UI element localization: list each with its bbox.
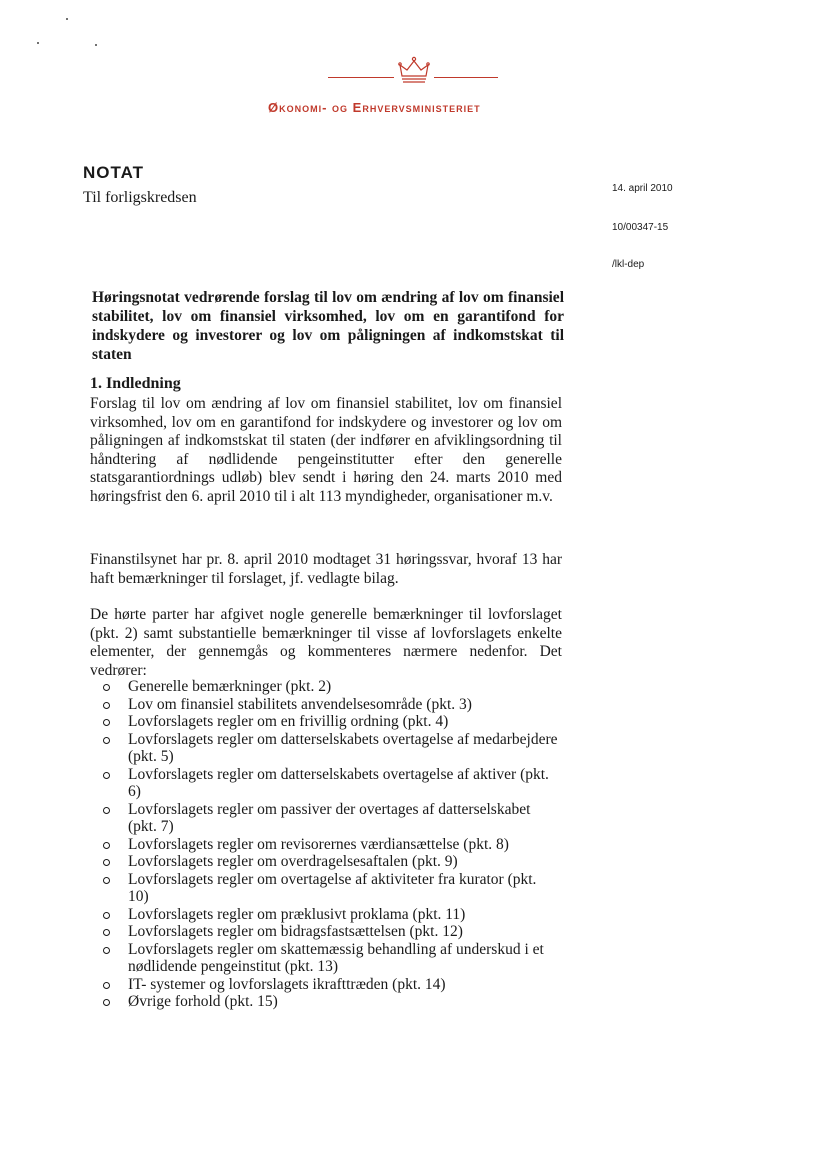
section-heading: 1. Indledning — [90, 375, 181, 392]
header-rule-right — [434, 77, 498, 78]
bullet-icon — [103, 912, 110, 919]
bullet-icon — [103, 929, 110, 936]
scan-speck — [66, 18, 68, 20]
memo-initials: /lkl-dep — [612, 259, 645, 270]
list-item: IT- systemer og lovforslagets ikrafttræden (pkt. 14) — [98, 976, 560, 994]
bullet-icon — [103, 719, 110, 726]
list-item: Lovforslagets regler om datterselskabets overtagelse af aktiver (pkt. 6) — [98, 766, 560, 801]
bullet-icon — [103, 859, 110, 866]
paragraph-overview: De hørte parter har afgivet nogle generelle bemærkninger til lovforslaget (pkt. 2) samt substantielle bemærkninger til visse af lovforslagets enkelte elementer, der gennemgås og kommenteres nærmere nedenfor. Det vedrører: — [90, 606, 562, 679]
scan-speck — [37, 42, 39, 44]
list-item: Generelle bemærkninger (pkt. 2) — [98, 678, 560, 696]
crown-icon — [397, 56, 431, 84]
list-item: Lov om finansiel stabilitets anvendelsesområde (pkt. 3) — [98, 696, 560, 714]
list-item: Lovforslagets regler om overdragelsesaftalen (pkt. 9) — [98, 853, 560, 871]
list-item: Lovforslagets regler om passiver der overtages af datterselskabet (pkt. 7) — [98, 801, 560, 836]
paragraph-responses: Finanstilsynet har pr. 8. april 2010 modtaget 31 høringssvar, hvoraf 13 har haft bemærkninger til forslaget, jf. vedlagte bilag. — [90, 551, 562, 587]
document-title: Høringsnotat vedrørende forslag til lov om ændring af lov om finansiel stabilitet, lov om finansiel virksomhed, lov om en garantifond for indskydere og investorer og lov om påligningen af indkomstskat til staten — [92, 289, 564, 363]
bullet-icon — [103, 842, 110, 849]
bullet-icon — [103, 982, 110, 989]
list-item: Lovforslagets regler om revisorernes værdiansættelse (pkt. 8) — [98, 836, 560, 854]
bullet-icon — [103, 737, 110, 744]
ministry-name: Økonomi- og Erhvervsministeriet — [268, 100, 481, 115]
header-rule-left — [328, 77, 394, 78]
memo-recipient: Til forligskredsen — [83, 189, 197, 206]
list-item: Øvrige forhold (pkt. 15) — [98, 993, 560, 1011]
scan-speck — [95, 44, 97, 46]
bullet-icon — [103, 684, 110, 691]
list-item: Lovforslagets regler om præklusivt proklama (pkt. 11) — [98, 906, 560, 924]
list-item: Lovforslagets regler om bidragsfastsættelsen (pkt. 12) — [98, 923, 560, 941]
memo-date: 14. april 2010 — [612, 183, 673, 194]
topic-list — [98, 678, 560, 1011]
list-item: Lovforslagets regler om en frivillig ordning (pkt. 4) — [98, 713, 560, 731]
list-item: Lovforslagets regler om skattemæssig behandling af underskud i et nødlidende pengeinstitut (pkt. 13) — [98, 941, 560, 976]
bullet-icon — [103, 877, 110, 884]
bullet-icon — [103, 947, 110, 954]
memo-type: NOTAT — [83, 163, 145, 182]
list-item: Lovforslagets regler om datterselskabets overtagelse af medarbejdere (pkt. 5) — [98, 731, 560, 766]
bullet-icon — [103, 999, 110, 1006]
paragraph-intro: Forslag til lov om ændring af lov om finansiel stabilitet, lov om finansiel virksomhed, lov om en garantifond for indskydere og investorer og lov om påligningen af indkomstskat til staten (der indfører en afviklingsordning til håndtering af nødlidende pengeinstitutter efter den generelle statsgarantiordnings udløb) blev sendt i høring den 24. marts 2010 med høringsfrist den 6. april 2010 til i alt 113 myndigheder, organisationer m.v. — [90, 395, 562, 505]
list-item: Lovforslagets regler om overtagelse af aktiviteter fra kurator (pkt. 10) — [98, 871, 560, 906]
bullet-icon — [103, 702, 110, 709]
bullet-icon — [103, 807, 110, 814]
bullet-icon — [103, 772, 110, 779]
memo-reference: 10/00347-15 — [612, 222, 669, 233]
